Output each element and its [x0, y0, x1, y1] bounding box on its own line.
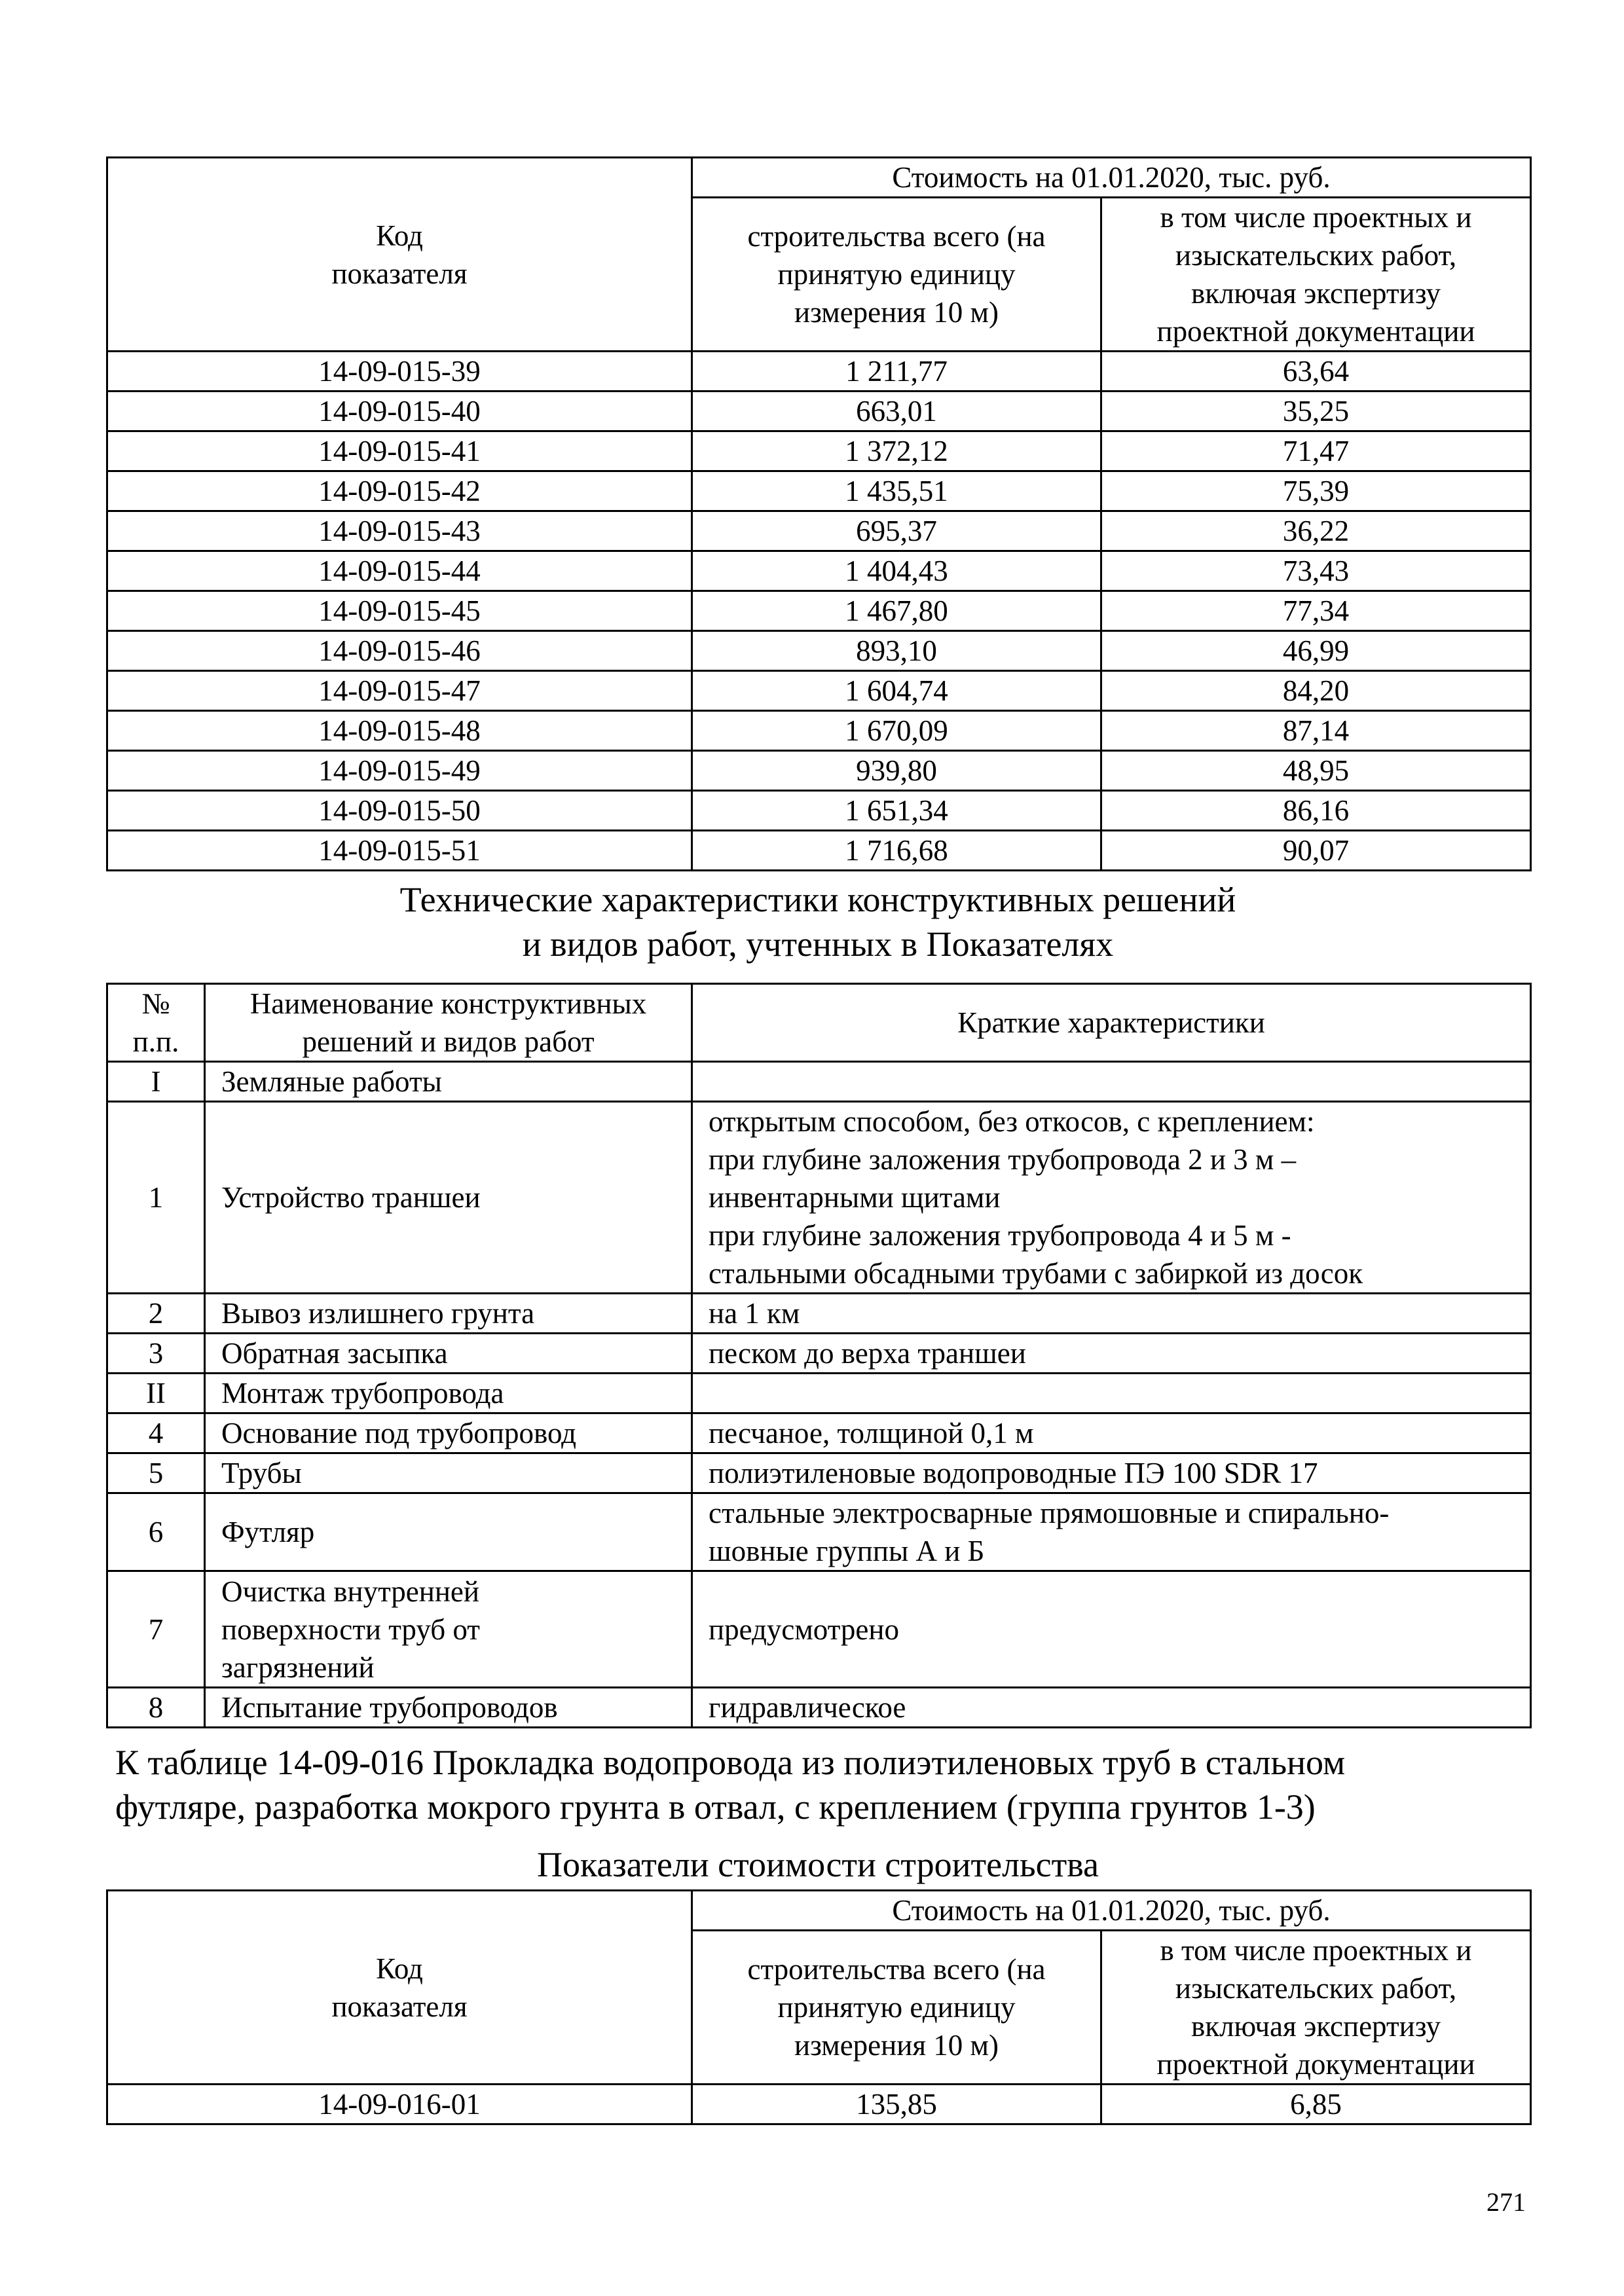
indicator-code: 14-09-015-46 [107, 631, 692, 671]
row-number: 7 [107, 1571, 205, 1688]
design-cost-header [1101, 198, 1531, 352]
work-description-line: гидравлическое [709, 1691, 906, 1724]
row-number: 3 [107, 1334, 205, 1374]
table-row [107, 1571, 1531, 1688]
work-name-line: Вывоз излишнего грунта [221, 1297, 535, 1330]
table-row [107, 711, 1531, 751]
work-name [205, 1334, 692, 1374]
work-name-line: Трубы [221, 1457, 302, 1489]
work-name-line: Футляр [221, 1516, 315, 1548]
name-header [205, 984, 692, 1062]
header-text: проектной документации [1156, 315, 1475, 348]
header-text: Наименование конструктивных [249, 987, 647, 1020]
table-row [107, 551, 1531, 591]
work-name [205, 1374, 692, 1413]
work-description [692, 1688, 1531, 1728]
cost-table-14-09-016 [106, 1889, 1532, 2125]
table-row [107, 831, 1531, 871]
header-text: Стоимость на 01.01.2020, тыс. руб. [892, 161, 1331, 194]
indicator-code: 14-09-015-51 [107, 831, 692, 871]
header-text: включая экспертизу [1190, 2010, 1441, 2043]
header-text: Стоимость на 01.01.2020, тыс. руб. [892, 1894, 1331, 1927]
tech-table [106, 983, 1532, 1728]
header-text: в том числе проектных и [1160, 201, 1472, 234]
table-row [107, 631, 1531, 671]
header-row [107, 158, 1531, 198]
design-cost-header [1101, 1931, 1531, 2085]
indicator-code: 14-09-015-50 [107, 791, 692, 831]
tech-title [106, 877, 1530, 966]
work-name-line: Обратная засыпка [221, 1337, 448, 1370]
section-title-line: футляре, разработка мокрого грунта в отвал, с креплением (группа грунтов 1-3) [115, 1787, 1316, 1827]
work-description [692, 1334, 1531, 1374]
table-row [107, 1374, 1531, 1413]
work-description-line: предусмотрено [709, 1613, 899, 1646]
header-text: включая экспертизу [1190, 277, 1441, 310]
total-cost: 1 404,43 [692, 551, 1101, 591]
indicator-code: 14-09-016-01 [107, 2085, 692, 2124]
work-name-line: Земляные работы [221, 1065, 442, 1098]
work-description-line: стальными обсадными трубами с забиркой из досок [709, 1257, 1363, 1290]
indicator-code: 14-09-015-44 [107, 551, 692, 591]
cost-header [692, 158, 1531, 198]
total-cost-header [692, 198, 1101, 352]
row-number: II [107, 1374, 205, 1413]
total-cost: 695,37 [692, 511, 1101, 551]
table-row [107, 1334, 1531, 1374]
indicator-code: 14-09-015-47 [107, 671, 692, 711]
total-cost: 1 670,09 [692, 711, 1101, 751]
header-text: измерения 10 м) [794, 296, 999, 329]
total-cost: 663,01 [692, 392, 1101, 431]
work-description [692, 1453, 1531, 1493]
table-row [107, 511, 1531, 551]
table-row [107, 791, 1531, 831]
header-text: решений и видов работ [302, 1025, 595, 1058]
total-cost: 1 716,68 [692, 831, 1101, 871]
design-cost: 75,39 [1101, 471, 1531, 511]
work-description [692, 1374, 1531, 1413]
num-header [107, 984, 205, 1062]
row-number: 2 [107, 1294, 205, 1334]
table-row [107, 352, 1531, 392]
work-name [205, 1294, 692, 1334]
table-row [107, 431, 1531, 471]
work-description-line: на 1 км [709, 1297, 800, 1330]
table-row [107, 1102, 1531, 1294]
header-row [107, 1891, 1531, 1931]
indicator-code: 14-09-015-42 [107, 471, 692, 511]
header-text: Код [376, 1952, 423, 1985]
cost-table-14-09-015 [106, 156, 1532, 871]
header-text: показателя [331, 257, 468, 290]
table-row [107, 471, 1531, 511]
page-number: 271 [1486, 2187, 1526, 2217]
design-cost: 48,95 [1101, 751, 1531, 791]
work-name-line: Основание под трубопровод [221, 1417, 577, 1449]
total-cost: 1 604,74 [692, 671, 1101, 711]
table-row [107, 1413, 1531, 1453]
work-name [205, 1062, 692, 1102]
work-description-line: песком до верха траншеи [709, 1337, 1026, 1370]
total-cost: 1 651,34 [692, 791, 1101, 831]
indicator-code: 14-09-015-43 [107, 511, 692, 551]
work-name-line: Монтаж трубопровода [221, 1377, 504, 1410]
header-text: показателя [331, 1990, 468, 2023]
work-name [205, 1102, 692, 1294]
row-number: 1 [107, 1102, 205, 1294]
design-cost: 46,99 [1101, 631, 1531, 671]
design-cost: 87,14 [1101, 711, 1531, 751]
cost-header [692, 1891, 1531, 1931]
code-header [107, 158, 692, 352]
table-row [107, 1453, 1531, 1493]
indicator-code: 14-09-015-48 [107, 711, 692, 751]
table-row [107, 751, 1531, 791]
work-description [692, 1571, 1531, 1688]
work-description [692, 1294, 1531, 1334]
table-row [107, 392, 1531, 431]
indicators-title: Показатели стоимости строительства [536, 1845, 1099, 1884]
header-text: изыскательских работ, [1175, 239, 1457, 272]
header-text: изыскательских работ, [1175, 1972, 1457, 2005]
row-number: I [107, 1062, 205, 1102]
design-cost: 36,22 [1101, 511, 1531, 551]
work-name [205, 1493, 692, 1571]
header-text: Код [376, 219, 423, 252]
desc-header [692, 984, 1531, 1062]
work-name-line: поверхности труб от [221, 1613, 480, 1646]
design-cost: 71,47 [1101, 431, 1531, 471]
work-name-line: Устройство траншеи [221, 1181, 481, 1214]
work-description-line: полиэтиленовые водопроводные ПЭ 100 SDR 17 [709, 1457, 1318, 1489]
header-text: в том числе проектных и [1160, 1934, 1472, 1967]
work-name-line: загрязнений [221, 1650, 375, 1684]
indicator-code: 14-09-015-45 [107, 591, 692, 631]
header-text: проектной документации [1156, 2048, 1475, 2081]
work-description-line: при глубине заложения трубопровода 2 и 3 м – [709, 1143, 1297, 1176]
row-number: 8 [107, 1688, 205, 1728]
header-text: Краткие характеристики [957, 1006, 1265, 1039]
tech-title-line: Технические характеристики конструктивных решений [399, 880, 1236, 919]
table-row [107, 591, 1531, 631]
work-description-line: инвентарными щитами [709, 1181, 1001, 1214]
work-description [692, 1493, 1531, 1571]
indicator-code: 14-09-015-39 [107, 352, 692, 392]
header-text: принятую единицу [777, 258, 1016, 291]
work-name-line: Испытание трубопроводов [221, 1691, 558, 1724]
table-row [107, 2085, 1531, 2124]
work-description-line: стальные электросварные прямошовные и спирально- [709, 1497, 1390, 1529]
design-cost: 86,16 [1101, 791, 1531, 831]
design-cost: 35,25 [1101, 392, 1531, 431]
work-description-line: песчаное, толщиной 0,1 м [709, 1417, 1034, 1449]
work-name [205, 1453, 692, 1493]
work-description [692, 1413, 1531, 1453]
work-description-line: шовные группы А и Б [709, 1535, 985, 1567]
work-name [205, 1413, 692, 1453]
header-text: измерения 10 м) [794, 2029, 999, 2062]
total-cost: 135,85 [692, 2085, 1101, 2124]
indicator-code: 14-09-015-49 [107, 751, 692, 791]
table-row [107, 1062, 1531, 1102]
work-name [205, 1571, 692, 1688]
work-description-line: при глубине заложения трубопровода 4 и 5 м - [709, 1219, 1291, 1252]
table-row [107, 1688, 1531, 1728]
work-name [205, 1688, 692, 1728]
total-cost: 1 435,51 [692, 471, 1101, 511]
section-title [115, 1740, 1530, 1829]
total-cost: 1 372,12 [692, 431, 1101, 471]
header-text: п.п. [132, 1025, 179, 1058]
header-text: строительства всего (на [747, 220, 1046, 253]
total-cost: 893,10 [692, 631, 1101, 671]
table-row [107, 1493, 1531, 1571]
work-description [692, 1062, 1531, 1102]
section-title-line: К таблице 14-09-016 Прокладка водопровода из полиэтиленовых труб в стальном [115, 1743, 1346, 1782]
header-row [107, 984, 1531, 1062]
work-description [692, 1102, 1531, 1294]
code-header [107, 1891, 692, 2085]
design-cost: 90,07 [1101, 831, 1531, 871]
design-cost: 6,85 [1101, 2085, 1531, 2124]
tech-title-line: и видов работ, учтенных в Показателях [522, 924, 1114, 964]
design-cost: 63,64 [1101, 352, 1531, 392]
design-cost: 84,20 [1101, 671, 1531, 711]
total-cost-header [692, 1931, 1101, 2085]
row-number: 5 [107, 1453, 205, 1493]
total-cost: 1 211,77 [692, 352, 1101, 392]
total-cost: 939,80 [692, 751, 1101, 791]
header-text: принятую единицу [777, 1991, 1016, 2024]
header-text: строительства всего (на [747, 1953, 1046, 1986]
indicator-code: 14-09-015-40 [107, 392, 692, 431]
work-description-line: открытым способом, без откосов, с креплением: [709, 1105, 1315, 1138]
work-name-line: Очистка внутренней [221, 1575, 479, 1608]
design-cost: 77,34 [1101, 591, 1531, 631]
header-text: № [141, 987, 170, 1020]
table-row [107, 671, 1531, 711]
design-cost: 73,43 [1101, 551, 1531, 591]
total-cost: 1 467,80 [692, 591, 1101, 631]
row-number: 4 [107, 1413, 205, 1453]
row-number: 6 [107, 1493, 205, 1571]
indicator-code: 14-09-015-41 [107, 431, 692, 471]
table-row [107, 1294, 1531, 1334]
